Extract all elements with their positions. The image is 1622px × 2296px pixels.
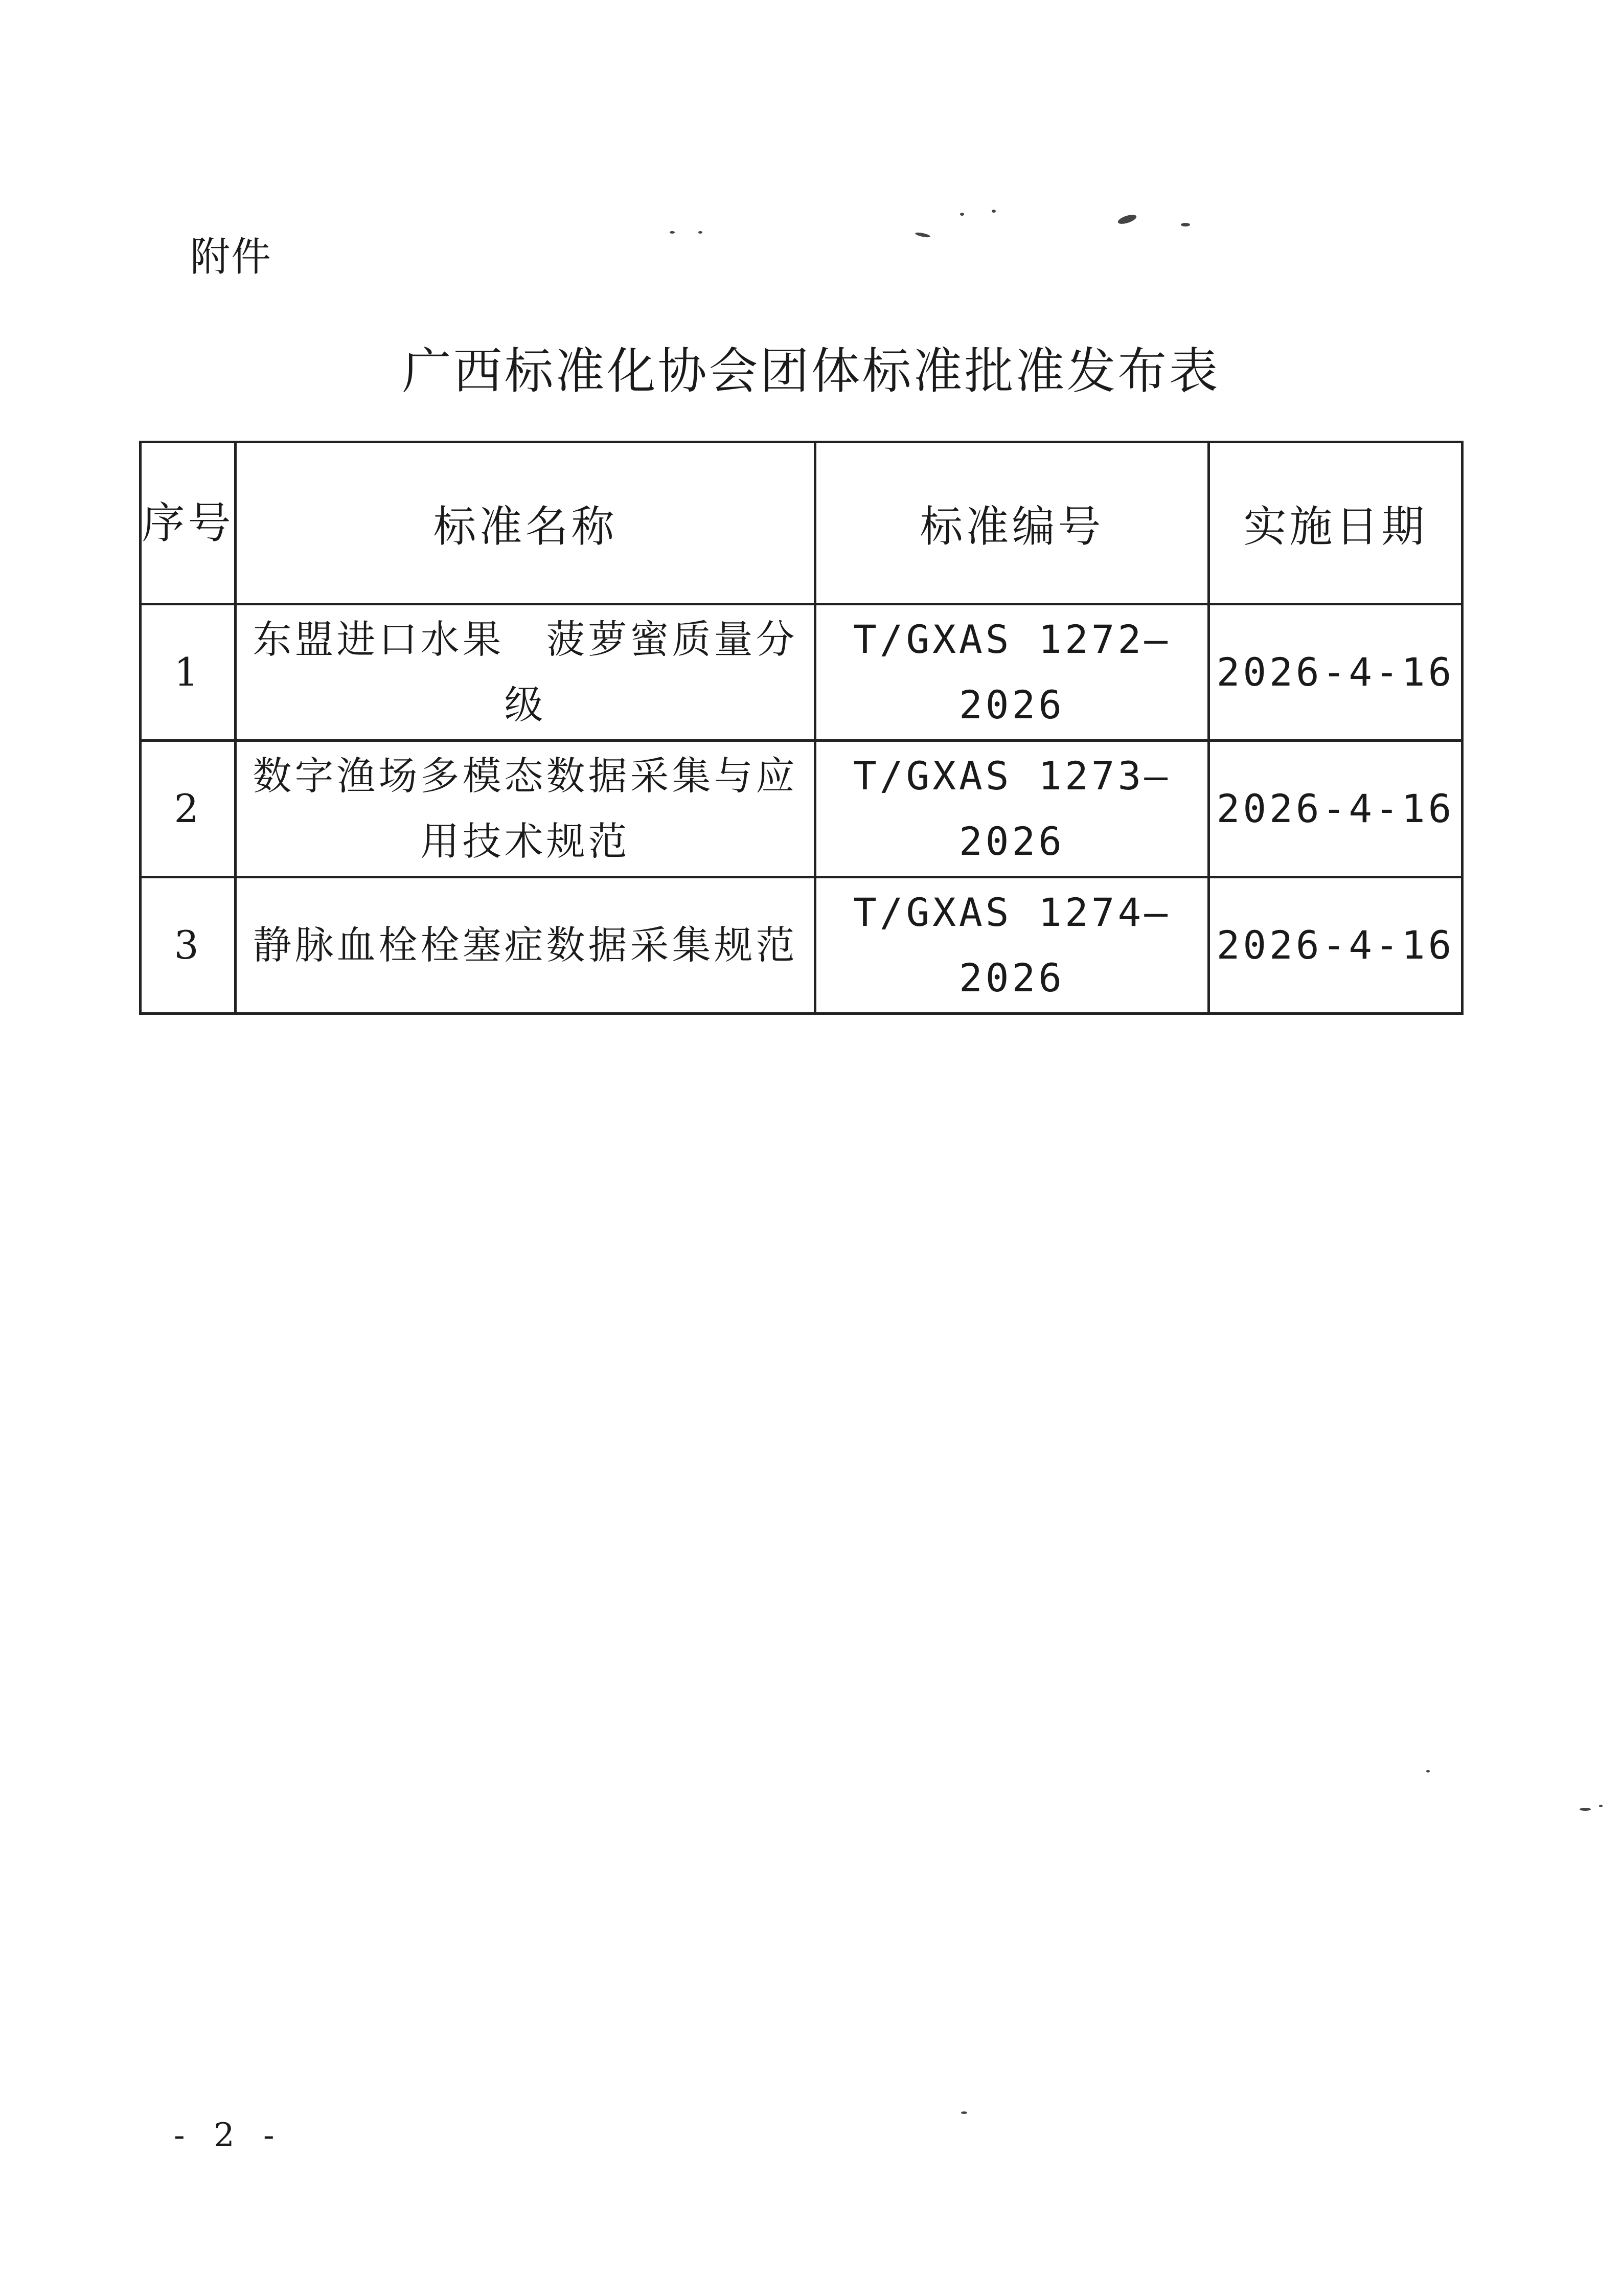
scan-speck [915, 232, 931, 238]
scan-speck [1580, 1808, 1591, 1811]
scan-speck [1426, 1770, 1430, 1772]
table-row [141, 604, 1463, 741]
table-row [141, 877, 1463, 1014]
page-title: 广西标准化协会团体标准批准发布表 [402, 343, 1220, 400]
scan-speck [1599, 1805, 1603, 1807]
scan-speck [992, 210, 996, 213]
scan-speck [1117, 213, 1137, 225]
row-seq: 2 [141, 741, 236, 877]
scan-speck [670, 231, 675, 234]
row-name: 数字渔场多模态数据采集与应用技术规范 [236, 741, 815, 877]
row-date: 2026-4-16 [1209, 741, 1463, 877]
row-name: 东盟进口水果 菠萝蜜质量分级 [236, 604, 815, 741]
table-header-row [141, 442, 1463, 604]
row-name: 静脉血栓栓塞症数据采集规范 [236, 877, 815, 1014]
row-code: T/GXAS 1274—2026 [815, 877, 1209, 1014]
row-date: 2026-4-16 [1209, 877, 1463, 1014]
header-name: 标准名称 [236, 442, 815, 604]
scan-speck [1181, 223, 1190, 226]
header-seq: 序号 [141, 442, 236, 604]
header-code: 标准编号 [815, 442, 1209, 604]
scan-speck [698, 231, 702, 234]
header-date: 实施日期 [1209, 442, 1463, 604]
row-seq: 3 [141, 877, 236, 1014]
row-seq: 1 [141, 604, 236, 741]
scan-speck [960, 213, 964, 216]
row-date: 2026-4-16 [1209, 604, 1463, 741]
standards-table [139, 441, 1464, 1015]
page-number: - 2 - [174, 2117, 284, 2154]
attachment-label: 附件 [190, 234, 272, 280]
scan-speck [961, 2111, 967, 2114]
row-code: T/GXAS 1273—2026 [815, 741, 1209, 877]
row-code: T/GXAS 1272—2026 [815, 604, 1209, 741]
table-row [141, 741, 1463, 877]
